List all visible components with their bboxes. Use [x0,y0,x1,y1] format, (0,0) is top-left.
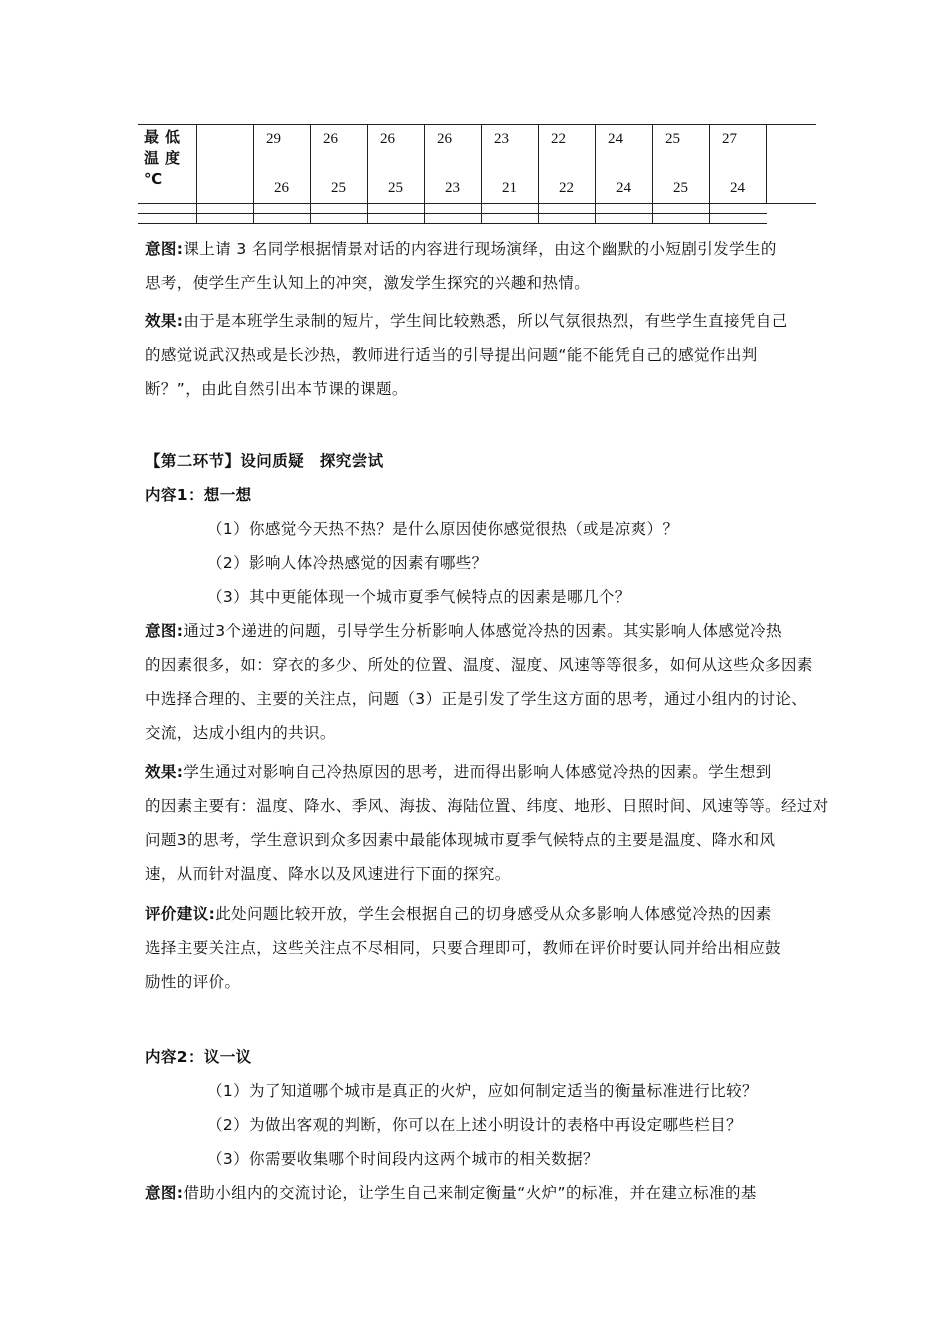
paragraph-line: 的感觉说武汉热或是长沙热，教师进行适当的引导提出问题“能不能凭自己的感觉作出判 [145,346,758,364]
question-item: （2）为做出客观的判断，你可以在上述小明设计的表格中再设定哪些栏目？ [207,1116,742,1134]
intent-paragraph-3 [145,1176,815,1210]
table-row [138,125,816,204]
table-cell [539,125,596,204]
cell-value-bottom: 25 [673,180,688,196]
paragraph-line: 此处问题比较开放，学生会根据自己的切身感受从众多影响人体感觉冷热的因素 [215,905,772,923]
table-cell [710,125,767,204]
paragraph-line: 由于是本班学生录制的短片，学生间比较熟悉，所以气氛很热烈，有些学生直接凭自己 [183,312,788,330]
cell-value-bottom: 21 [502,180,517,196]
cell-value-top: 22 [551,131,566,147]
question-item: （2）影响人体冷热感觉的因素有哪些？ [207,554,488,572]
table-cell [767,125,817,204]
cell-value-top: 24 [608,131,623,147]
paragraph-line: 的因素主要有：温度、降水、季风、海拔、海陆位置、纬度、地形、日照时间、风速等等。经过对 [145,797,829,815]
cell-value-top: 27 [722,131,737,147]
content-title: 内容2：议一议 [145,1048,252,1066]
cell-value-bottom: 22 [559,180,574,196]
cell-value-bottom: 23 [445,180,460,196]
table-cell [368,125,425,204]
cell-value-top: 26 [380,131,395,147]
cell-value-top: 29 [266,131,281,147]
evaluation-label: 评价建议: [145,905,216,923]
table-row [138,204,816,214]
paragraph-line: 选择主要关注点，这些关注点不尽相同，只要合理即可，教师在评价时要认同并给出相应鼓 [145,939,782,957]
paragraph-line: 交流，达成小组内的共识。 [145,724,336,742]
intent-label: 意图: [145,622,184,640]
paragraph-line: 断？”，由此自然引出本节课的课题。 [145,380,408,398]
paragraph-line: 课上请 3 名同学根据情景对话的内容进行现场演绎，由这个幽默的小短剧引发学生的 [183,240,777,258]
table-cell [653,125,710,204]
row-label-line: 最低 [144,128,187,146]
table-cell [482,125,539,204]
effect-label: 效果: [145,763,184,781]
content-title: 内容1：想一想 [145,486,252,504]
evaluation-paragraph [145,897,815,999]
paragraph-line: 思考，使学生产生认知上的冲突，激发学生探究的兴趣和热情。 [145,274,591,292]
effect-paragraph-1 [145,304,815,406]
intent-paragraph-1 [145,232,815,300]
row-label-line: ℃ [144,170,169,188]
effect-label: 效果: [145,312,184,330]
question-item: （1）为了知道哪个城市是真正的火炉，应如何制定适当的衡量标准进行比较？ [207,1082,758,1100]
row-label [138,125,197,204]
cell-value-bottom: 25 [388,180,403,196]
question-item: （1）你感觉今天热不热？是什么原因使你感觉很热（或是凉爽）？ [207,520,679,538]
table-row [138,214,816,224]
cell-value-bottom: 25 [331,180,346,196]
cell-value-top: 26 [437,131,452,147]
paragraph-line: 借助小组内的交流讨论，让学生自己来制定衡量“火炉”的标准，并在建立标准的基 [183,1184,757,1202]
cell-value-bottom: 26 [274,180,289,196]
intent-label: 意图: [145,1184,184,1202]
table-cell [425,125,482,204]
content-1 [145,478,815,614]
content-2 [145,1040,815,1176]
cell-value-bottom: 24 [616,180,631,196]
cell-value-top: 26 [323,131,338,147]
paragraph-line: 通过3个递进的问题，引导学生分析影响人体感觉冷热的因素。其实影响人体感觉冷热 [183,622,782,640]
intent-label: 意图: [145,240,184,258]
table-cell [197,125,254,204]
row-label-line: 温度 [144,149,187,167]
effect-paragraph-2 [145,755,829,891]
table-cell [254,125,311,204]
paragraph-line: 学生通过对影响自己冷热原因的思考，进而得出影响人体感觉冷热的因素。学生想到 [183,763,772,781]
question-item: （3）其中更能体现一个城市夏季气候特点的因素是哪几个？ [207,588,631,606]
paragraph-line: 速，从而针对温度、降水以及风速进行下面的探究。 [145,865,511,883]
paragraph-line: 中选择合理的、主要的关注点，问题（3）正是引发了学生这方面的思考，通过小组内的讨论、 [145,690,808,708]
cell-value-bottom: 24 [730,180,745,196]
cell-value-top: 23 [494,131,509,147]
temperature-table [138,124,816,224]
intent-paragraph-2 [145,614,815,750]
cell-value-top: 25 [665,131,680,147]
question-item: （3）你需要收集哪个时间段内这两个城市的相关数据？ [207,1150,599,1168]
table-cell [596,125,653,204]
section-heading: 【第二环节】设问质疑 探究尝试 [145,452,384,470]
paragraph-line: 问题3的思考，学生意识到众多因素中最能体现城市夏季气候特点的主要是温度、降水和风 [145,831,776,849]
paragraph-line: 的因素很多，如：穿衣的多少、所处的位置、温度、湿度、风速等等很多，如何从这些众多因素 [145,656,813,674]
paragraph-line: 励性的评价。 [145,973,241,991]
table-cell [311,125,368,204]
